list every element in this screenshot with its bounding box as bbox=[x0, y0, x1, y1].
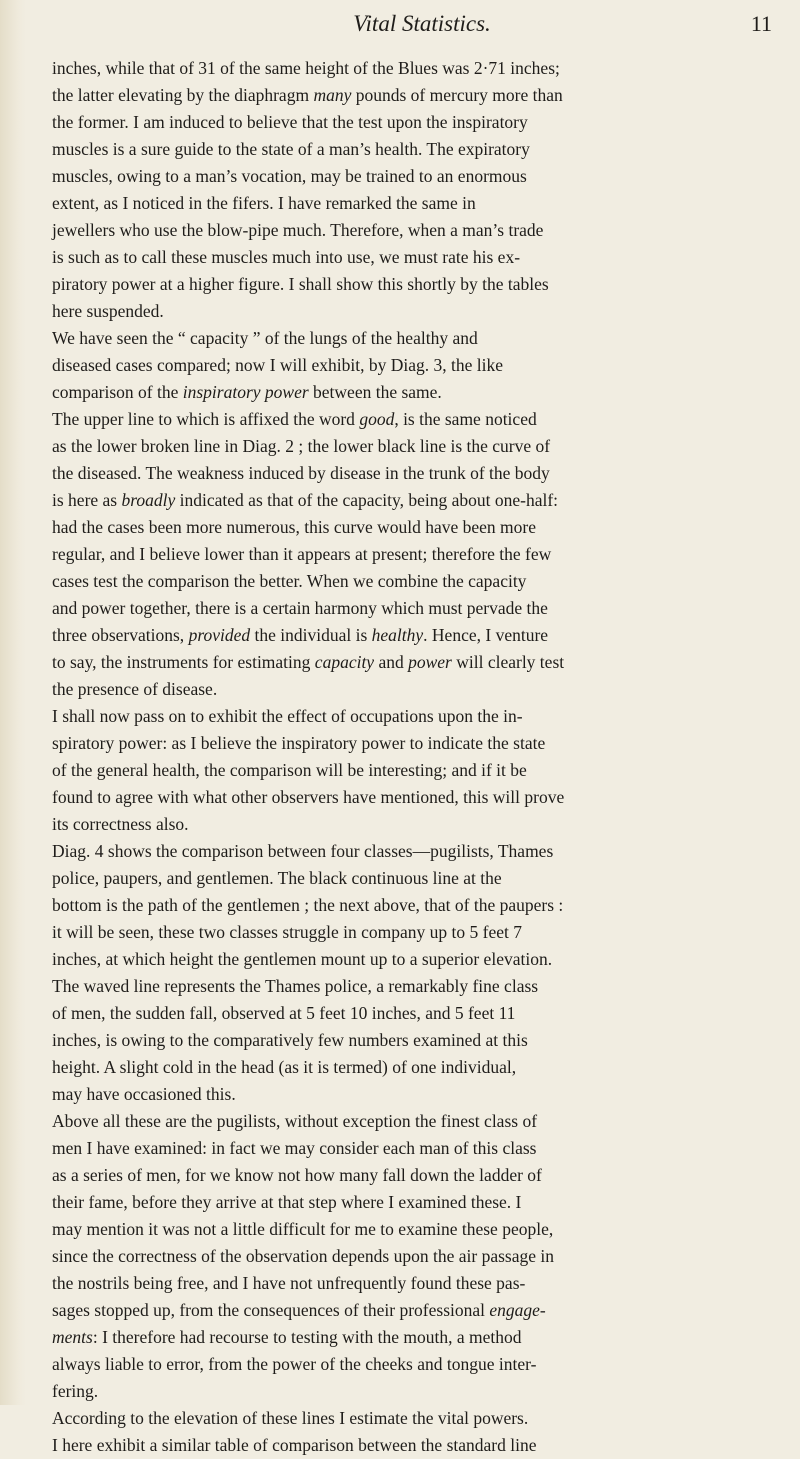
italic-text: healthy bbox=[371, 625, 424, 645]
text-segment: The upper line to which is affixed the word bbox=[52, 409, 360, 429]
text-line bbox=[52, 1081, 772, 1108]
text-line bbox=[52, 352, 772, 379]
text-line bbox=[52, 433, 772, 460]
text-segment: Diag. 4 shows the comparison between four classes—pugilists, Thames bbox=[52, 841, 554, 861]
text-segment: may mention it was not a little difficult for me to examine these people, bbox=[52, 1219, 554, 1239]
text-line bbox=[52, 271, 772, 298]
text-segment: extent, as I noticed in the fifers. I have remarked the same in bbox=[52, 193, 476, 213]
text-line bbox=[52, 1189, 772, 1216]
text-segment: men I have examined: in fact we may consider each man of this class bbox=[52, 1138, 537, 1158]
text-segment: the nostrils being free, and I have not unfrequently found these pas- bbox=[52, 1273, 526, 1293]
text-line bbox=[52, 730, 772, 757]
text-line bbox=[52, 865, 772, 892]
text-segment: as the lower broken line in Diag. 2 ; the lower black line is the curve of bbox=[52, 436, 551, 456]
text-line bbox=[52, 973, 772, 1000]
text-line bbox=[52, 568, 772, 595]
text-line bbox=[52, 55, 772, 82]
text-segment: of men, the sudden fall, observed at 5 feet 10 inches, and 5 feet 11 bbox=[52, 1003, 516, 1023]
text-line bbox=[52, 379, 772, 406]
text-line bbox=[52, 1378, 772, 1405]
italic-text: broadly bbox=[121, 490, 176, 510]
running-title: Vital Statistics. bbox=[353, 11, 491, 36]
text-segment: the former. I am induced to believe that the test upon the inspiratory bbox=[52, 112, 528, 132]
text-segment: as a series of men, for we know not how many fall down the ladder of bbox=[52, 1165, 542, 1185]
text-segment: : I therefore had recourse to testing with the mouth, a method bbox=[92, 1327, 522, 1347]
text-segment: here suspended. bbox=[52, 301, 164, 321]
italic-text: good bbox=[359, 409, 395, 429]
text-line bbox=[52, 190, 772, 217]
text-line bbox=[52, 649, 772, 676]
text-line bbox=[52, 1243, 772, 1270]
text-segment: inches, is owing to the comparatively few numbers examined at this bbox=[52, 1030, 528, 1050]
text-line bbox=[52, 82, 772, 109]
text-segment: will clearly test bbox=[451, 652, 565, 672]
text-segment: indicated as that of the capacity, being about one-half: bbox=[175, 490, 559, 510]
italic-text: power bbox=[408, 652, 452, 672]
text-line bbox=[52, 1270, 772, 1297]
text-line bbox=[52, 946, 772, 973]
page-gutter bbox=[0, 0, 26, 1405]
text-segment: According to the elevation of these lines I estimate the vital powers. bbox=[52, 1408, 529, 1428]
text-segment: inches, at which height the gentlemen mount up to a superior elevation. bbox=[52, 949, 553, 969]
text-line bbox=[52, 514, 772, 541]
text-segment: muscles, owing to a man’s vocation, may be trained to an enormous bbox=[52, 166, 527, 186]
text-line bbox=[52, 1162, 772, 1189]
text-segment: I here exhibit a similar table of comparison between the standard line bbox=[52, 1435, 537, 1455]
text-segment: . Hence, I venture bbox=[423, 625, 549, 645]
text-line bbox=[52, 703, 772, 730]
text-line bbox=[52, 217, 772, 244]
text-line bbox=[52, 460, 772, 487]
italic-text: capacity bbox=[314, 652, 375, 672]
text-line bbox=[52, 1135, 772, 1162]
text-line bbox=[52, 919, 772, 946]
text-segment: , is the same noticed bbox=[394, 409, 537, 429]
text-segment: regular, and I believe lower than it appears at present; therefore the few bbox=[52, 544, 552, 564]
text-line bbox=[52, 1216, 772, 1243]
text-segment: inches, while that of 31 of the same height of the Blues was 2·71 inches; bbox=[52, 58, 560, 78]
text-line bbox=[52, 541, 772, 568]
text-line bbox=[52, 1324, 772, 1351]
text-segment: may have occasioned this. bbox=[52, 1084, 236, 1104]
text-segment: and power together, there is a certain harmony which must pervade the bbox=[52, 598, 548, 618]
text-line bbox=[52, 1027, 772, 1054]
text-line bbox=[52, 1405, 772, 1432]
text-line bbox=[52, 838, 772, 865]
text-segment: comparison of the bbox=[52, 382, 183, 402]
text-segment: had the cases been more numerous, this curve would have been more bbox=[52, 517, 537, 537]
text-segment: it will be seen, these two classes struggle in company up to 5 feet 7 bbox=[52, 922, 522, 942]
text-segment: of the general health, the comparison will be interesting; and if it be bbox=[52, 760, 527, 780]
italic-text: ments bbox=[52, 1327, 93, 1347]
text-line bbox=[52, 1297, 772, 1324]
text-segment: cases test the comparison the better. When we combine the capacity bbox=[52, 571, 527, 591]
text-line bbox=[52, 811, 772, 838]
text-segment: between the same. bbox=[308, 382, 442, 402]
text-line bbox=[52, 325, 772, 352]
text-segment: fering. bbox=[52, 1381, 99, 1401]
text-segment: pounds of mercury more than bbox=[351, 85, 563, 105]
text-segment: piratory power at a higher figure. I shall show this shortly by the tables bbox=[52, 274, 549, 294]
text-segment: always liable to error, from the power of the cheeks and tongue inter- bbox=[52, 1354, 537, 1374]
text-segment: The waved line represents the Thames police, a remarkably fine class bbox=[52, 976, 539, 996]
text-segment: three observations, bbox=[52, 625, 189, 645]
text-line bbox=[52, 298, 772, 325]
text-segment: We have seen the “ capacity ” of the lungs of the healthy and bbox=[52, 328, 478, 348]
text-line bbox=[52, 892, 772, 919]
text-segment: the latter elevating by the diaphragm bbox=[52, 85, 314, 105]
text-line bbox=[52, 757, 772, 784]
text-line bbox=[52, 136, 772, 163]
text-segment: their fame, before they arrive at that step where I examined these. I bbox=[52, 1192, 522, 1212]
text-segment: the individual is bbox=[250, 625, 372, 645]
page-header bbox=[72, 4, 772, 44]
text-segment: is here as bbox=[52, 490, 122, 510]
body-text bbox=[52, 55, 772, 1459]
text-segment: diseased cases compared; now I will exhibit, by Diag. 3, the like bbox=[52, 355, 503, 375]
text-line bbox=[52, 1351, 772, 1378]
text-segment: I shall now pass on to exhibit the effect of occupations upon the in- bbox=[52, 706, 523, 726]
italic-text: provided bbox=[188, 625, 251, 645]
text-segment: is such as to call these muscles much into use, we must rate his ex- bbox=[52, 247, 521, 267]
text-line bbox=[52, 676, 772, 703]
page-number: 11 bbox=[750, 11, 772, 36]
italic-text: many bbox=[313, 85, 352, 105]
text-segment: bottom is the path of the gentlemen ; the next above, that of the paupers : bbox=[52, 895, 564, 915]
text-line bbox=[52, 1432, 772, 1459]
text-line bbox=[52, 622, 772, 649]
text-segment: the presence of disease. bbox=[52, 679, 218, 699]
text-line bbox=[52, 109, 772, 136]
text-line bbox=[52, 163, 772, 190]
text-segment: and bbox=[374, 652, 409, 672]
text-segment: height. A slight cold in the head (as it is termed) of one individual, bbox=[52, 1057, 517, 1077]
text-line bbox=[52, 1054, 772, 1081]
text-segment: to say, the instruments for estimating bbox=[52, 652, 315, 672]
text-segment: the diseased. The weakness induced by disease in the trunk of the body bbox=[52, 463, 550, 483]
text-line bbox=[52, 244, 772, 271]
text-segment: sages stopped up, from the consequences of their professional bbox=[52, 1300, 490, 1320]
text-line bbox=[52, 595, 772, 622]
text-line bbox=[52, 1000, 772, 1027]
text-segment: Above all these are the pugilists, without exception the finest class of bbox=[52, 1111, 538, 1131]
text-segment: its correctness also. bbox=[52, 814, 189, 834]
italic-text: engage- bbox=[489, 1300, 546, 1320]
text-line bbox=[52, 784, 772, 811]
text-segment: police, paupers, and gentlemen. The black continuous line at the bbox=[52, 868, 502, 888]
text-segment: since the correctness of the observation depends upon the air passage in bbox=[52, 1246, 554, 1266]
text-line bbox=[52, 487, 772, 514]
text-segment: found to agree with what other observers have mentioned, this will prove bbox=[52, 787, 565, 807]
text-segment: jewellers who use the blow-pipe much. Therefore, when a man’s trade bbox=[52, 220, 544, 240]
italic-text: inspiratory power bbox=[182, 382, 309, 402]
text-segment: spiratory power: as I believe the inspiratory power to indicate the state bbox=[52, 733, 546, 753]
text-line bbox=[52, 406, 772, 433]
text-segment: muscles is a sure guide to the state of a man’s health. The expiratory bbox=[52, 139, 530, 159]
text-line bbox=[52, 1108, 772, 1135]
